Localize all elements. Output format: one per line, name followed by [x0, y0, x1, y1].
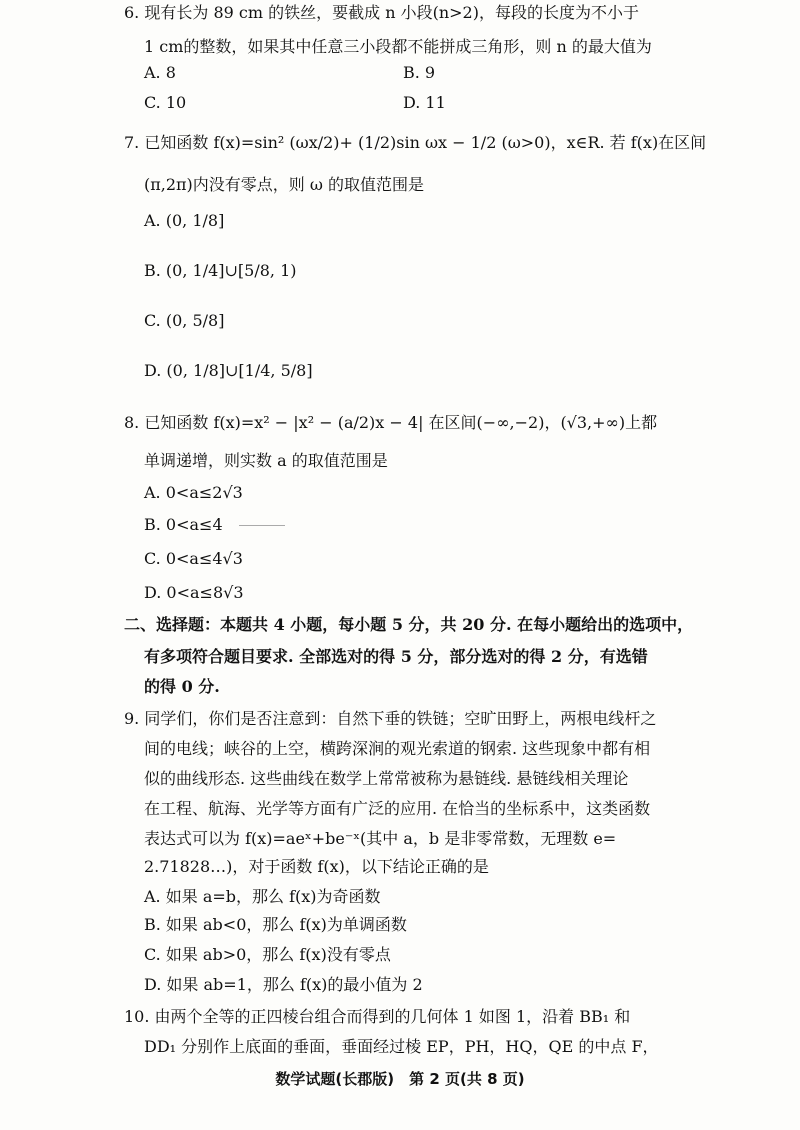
q9-stem-line2: 间的电线；峡谷的上空，横跨深涧的观光索道的钢索. 这些现象中都有相	[144, 739, 651, 758]
q7-option-a: A. (0, 1/8]	[144, 211, 225, 230]
q9-stem-line6: 2.71828…)，对于函数 f(x)，以下结论正确的是	[144, 857, 489, 876]
section2-line3: 的得 0 分.	[144, 677, 220, 696]
q10-stem-line2: DD₁ 分别作上底面的垂面，垂面经过棱 EP，PH，HQ，QE 的中点 F，	[144, 1037, 659, 1056]
q9-stem-line4: 在工程、航海、光学等方面有广泛的应用. 在恰当的坐标系中，这类函数	[144, 799, 651, 818]
section2-line2: 有多项符合题目要求. 全部选对的得 5 分，部分选对的得 2 分，有选错	[144, 647, 648, 666]
q6-option-b: B. 9	[403, 63, 436, 82]
q8-option-a: A. 0<a≤2√3	[144, 483, 243, 502]
q7-stem-line2: (π,2π)内没有零点，则 ω 的取值范围是	[144, 175, 425, 194]
q7-option-b: B. (0, 1/4]∪[5/8, 1)	[144, 261, 297, 280]
q9-stem-line5: 表达式可以为 f(x)=aeˣ+be⁻ˣ(其中 a，b 是非零常数，无理数 e=	[144, 829, 617, 848]
q9-option-d: D. 如果 ab=1，那么 f(x)的最小值为 2	[144, 975, 423, 994]
q6-option-a: A. 8	[144, 63, 176, 82]
q10-stem-line1: 10. 由两个全等的正四棱台组合而得到的几何体 1 如图 1，沿着 BB₁ 和	[124, 1007, 631, 1026]
q7-option-d: D. (0, 1/8]∪[1/4, 5/8]	[144, 361, 313, 380]
q6-option-c: C. 10	[144, 93, 187, 112]
q8-option-b-text: B. 0<a≤4	[144, 515, 223, 534]
q8-option-d: D. 0<a≤8√3	[144, 583, 244, 602]
q9-stem-line3: 似的曲线形态. 这些曲线在数学上常常被称为悬链线. 悬链线相关理论	[144, 769, 629, 788]
q6-stem-line1: 6. 现有长为 89 cm 的铁丝，要截成 n 小段(n>2)，每段的长度为不小于	[124, 3, 639, 22]
q7-option-c: C. (0, 5/8]	[144, 311, 225, 330]
q8-stem-line1: 8. 已知函数 f(x)=x² − |x² − (a/2)x − 4| 在区间(−∞,−2)，(√3,+∞)上都	[124, 413, 658, 432]
blank-underline	[239, 525, 285, 526]
q9-option-c: C. 如果 ab>0，那么 f(x)没有零点	[144, 945, 391, 964]
q9-option-a: A. 如果 a=b，那么 f(x)为奇函数	[144, 887, 381, 906]
q8-option-c: C. 0<a≤4√3	[144, 549, 243, 568]
section2-line1: 二、选择题：本题共 4 小题，每小题 5 分，共 20 分. 在每小题给出的选项中，	[124, 615, 694, 634]
page-footer: 数学试题(长郡版) 第 2 页(共 8 页)	[275, 1070, 525, 1088]
q6-stem-line2: 1 cm的整数，如果其中任意三小段都不能拼成三角形，则 n 的最大值为	[144, 37, 652, 56]
q9-stem-line1: 9. 同学们，你们是否注意到：自然下垂的铁链；空旷田野上，两根电线杆之	[124, 709, 657, 728]
q9-option-b: B. 如果 ab<0，那么 f(x)为单调函数	[144, 915, 407, 934]
q6-option-d: D. 11	[403, 93, 446, 112]
q8-option-b	[144, 514, 285, 536]
q7-stem-line1: 7. 已知函数 f(x)=sin² (ωx/2)+ (1/2)sin ωx − 1/2 (ω>0)，x∈R. 若 f(x)在区间	[124, 133, 707, 152]
q8-stem-line2: 单调递增，则实数 a 的取值范围是	[144, 451, 388, 470]
